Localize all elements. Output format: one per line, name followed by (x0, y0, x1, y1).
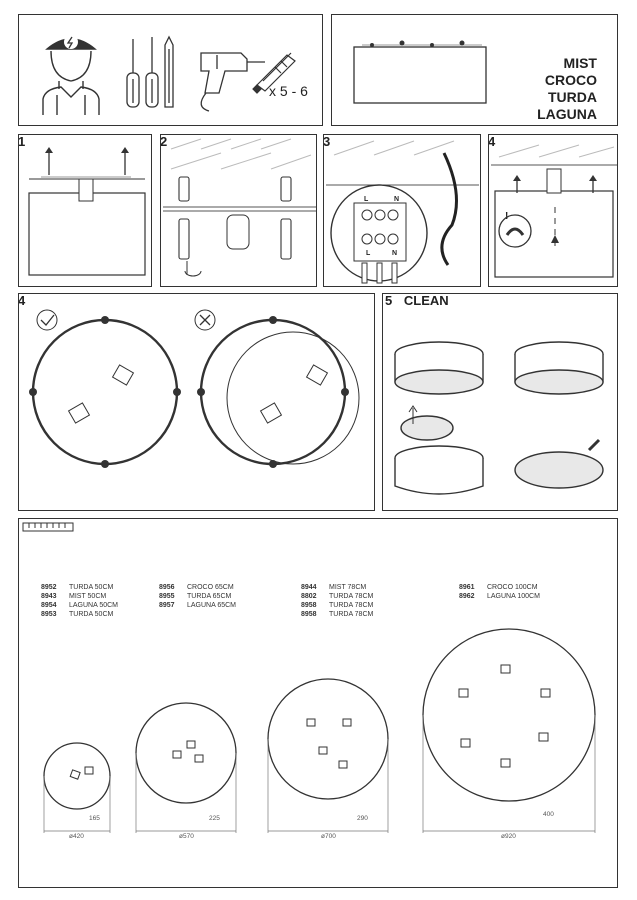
offset-label: 165 (89, 815, 100, 822)
step-5-illustration (383, 294, 619, 512)
list-item (41, 583, 118, 592)
list-item (301, 601, 373, 610)
list-item (159, 601, 236, 610)
model-name: CROCO (544, 72, 597, 88)
tools-panel (18, 14, 323, 126)
magnet-icon (499, 215, 531, 247)
product-code: 8944 (301, 584, 317, 591)
product-code: 8943 (41, 593, 57, 600)
product-name: MIST 78CM (329, 584, 367, 591)
list-item (301, 583, 373, 592)
ruler-icon (23, 523, 73, 531)
list-item (159, 592, 236, 601)
electrician-icon (43, 35, 99, 115)
drill-icon (201, 53, 265, 111)
step-4-mount-illustration (19, 294, 376, 512)
screwdriver-icon (127, 37, 173, 107)
offset-label: 290 (357, 815, 368, 822)
step-number: 1 (18, 134, 26, 149)
step-number: 4 (18, 293, 26, 308)
model-name: MIST (563, 55, 597, 71)
list-item (301, 592, 373, 601)
diameter-label: ø570 (179, 833, 194, 840)
product-list-4 (459, 583, 540, 601)
step-2-illustration (161, 135, 318, 288)
step-3-panel (323, 134, 481, 287)
step-number: 4 (488, 134, 496, 149)
svg-text:!: ! (505, 211, 509, 222)
product-code: 8961 (459, 584, 475, 591)
product-code: 8952 (41, 584, 57, 591)
product-name: TURDA 78CM (329, 602, 374, 609)
list-item (41, 601, 118, 610)
product-code: 8955 (159, 593, 175, 600)
step-number: 3 (323, 134, 331, 149)
list-item (159, 583, 236, 592)
diameter-label: ø700 (321, 833, 336, 840)
correct-icon (37, 310, 57, 330)
step-2-panel (160, 134, 317, 287)
product-panel (331, 14, 618, 126)
model-name: LAGUNA (537, 106, 597, 122)
list-item (41, 610, 118, 619)
wire-label: L (364, 196, 369, 203)
product-code: 8956 (159, 584, 175, 591)
product-name: CROCO 65CM (187, 584, 234, 591)
step-number: 2 (160, 134, 168, 149)
wire-label: N (392, 250, 398, 257)
clean-title (385, 293, 449, 308)
model-names (537, 55, 597, 123)
product-name: LAGUNA 50CM (69, 602, 119, 609)
step-4-panel (488, 134, 618, 287)
product-name: CROCO 100CM (487, 584, 538, 591)
list-item (459, 583, 540, 592)
product-name: TURDA 50CM (69, 611, 114, 618)
screw-count: x 5 - 6 (269, 83, 308, 99)
offset-label: 225 (209, 815, 220, 822)
step-5-panel (382, 293, 618, 511)
product-name: MIST 50CM (69, 593, 107, 600)
product-code: 8954 (41, 602, 57, 609)
tools-illustration (19, 15, 324, 127)
offset-label: 400 (543, 811, 554, 818)
wire-label: L (366, 250, 371, 257)
product-code: 8953 (41, 611, 57, 618)
step-3-illustration (324, 135, 482, 288)
product-name: LAGUNA 65CM (187, 602, 237, 609)
product-list-3 (301, 583, 373, 619)
list-item (41, 592, 118, 601)
diameter-label: ø420 (69, 833, 84, 840)
step-1-illustration (19, 135, 153, 288)
wrong-icon (195, 310, 215, 330)
product-code: 8962 (459, 593, 475, 600)
product-list-2 (159, 583, 236, 610)
step-4-illustration (489, 135, 619, 288)
product-code: 8958 (301, 611, 317, 618)
clean-label: CLEAN (403, 293, 449, 308)
step-1-panel (18, 134, 152, 287)
step-number: 5 (385, 293, 393, 308)
product-code: 8802 (301, 593, 317, 600)
diameter-label: ø920 (501, 833, 516, 840)
sizes-illustration (19, 519, 619, 889)
product-list-1 (41, 583, 118, 619)
product-code: 8957 (159, 602, 175, 609)
list-item (301, 610, 373, 619)
product-code: 8958 (301, 602, 317, 609)
product-name: TURDA 50CM (69, 584, 114, 591)
product-name: TURDA 65CM (187, 593, 232, 600)
product-name: LAGUNA 100CM (487, 593, 540, 600)
list-item (459, 592, 540, 601)
product-name: TURDA 78CM (329, 593, 374, 600)
sizes-panel (18, 518, 618, 888)
wire-label: N (394, 196, 400, 203)
model-name: TURDA (548, 89, 597, 105)
step-4-mount-panel (18, 293, 375, 511)
product-name: TURDA 78CM (329, 611, 374, 618)
